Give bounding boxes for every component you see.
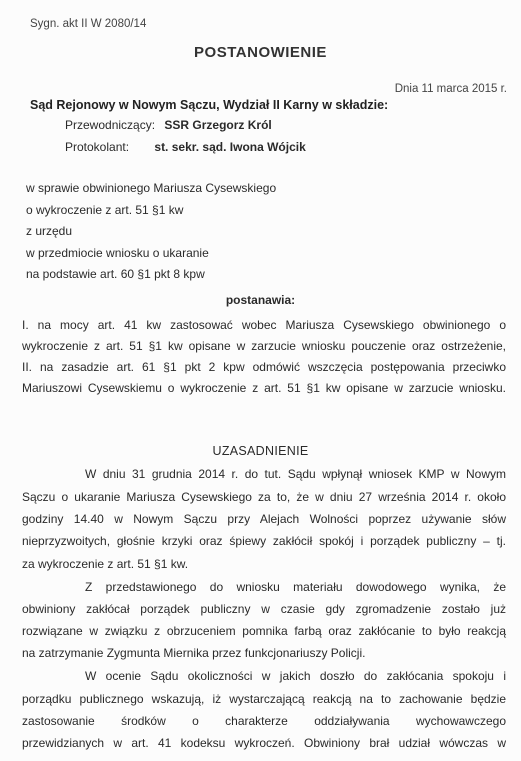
- justification-line: W ocenie Sądu okoliczności w jakich doszło do zakłócania spokoju i: [85, 669, 506, 683]
- case-line: z urzędu: [26, 224, 73, 238]
- chair-label: Przewodniczący:: [65, 118, 156, 132]
- justification-line: rozwiązane w związku z obrzuceniem pomnika farbą oraz zakłócanie to było reakcją: [22, 624, 506, 638]
- justification-line: na zatrzymanie Zygmunta Miernika przez funkcjonariuszy Policji.: [22, 646, 366, 660]
- justification-line: W dniu 31 grudnia 2014 r. do tut. Sądu wpłynął wniosek KMP w Nowym: [85, 467, 506, 481]
- justification-line: zastosowanie środków o charakterze oddziaływania wychowawczego: [22, 714, 506, 728]
- justification-line: Z przedstawionego do wniosku materiału dowodowego wynika, że: [85, 580, 506, 594]
- justification-line: Sączu o ukaranie Mariusza Cysewskiego za to, że w dniu 27 września 2014 r. około: [22, 490, 506, 504]
- justification-line: porządku publicznego wskazują, iż wystarczającą reakcją na to zachowanie będzie: [22, 692, 506, 706]
- case-line: na podstawie art. 60 §1 pkt 8 kpw: [26, 267, 205, 281]
- decision-line: I. na mocy art. 41 kw zastosować wobec Mariusza Cysewskiego obwinionego o: [22, 318, 506, 332]
- justification-line: obwiniony zakłócał porządek publiczny w czasie gdy zgromadzenie zostało już: [22, 602, 506, 616]
- case-line: w sprawie obwinionego Mariusza Cysewskiego: [26, 181, 277, 195]
- case-reference: Sygn. akt II W 2080/14: [30, 18, 147, 30]
- justification-line: przewidzianych w art. 41 kodeksu wykroczeń. Obwiniony brał udział wówczas w: [22, 736, 506, 750]
- chair-line: [65, 118, 272, 132]
- decision-line: wykroczenie z art. 51 §1 kw opisane w zarzucie wniosku pouczenie oraz ostrzeżenie,: [22, 339, 506, 353]
- decision-date: Dnia 11 marca 2015 r.: [394, 83, 507, 95]
- justification-line: godziny 14.40 w Nowym Sączu przy Alejach Wolności poprzez używanie słów: [22, 512, 506, 526]
- clerk-name: st. sekr. sąd. Iwona Wójcik: [154, 140, 306, 154]
- justification-line: za wykroczenie z art. 51 §1 kw.: [22, 557, 189, 571]
- justification-heading: UZASADNIENIE: [212, 444, 309, 458]
- decision-line: Mariuszowi Cysewskiemu o wykroczenie z art. 51 §1 kw opisane w zarzucie wniosku.: [22, 381, 506, 395]
- clerk-label: Protokolant:: [65, 140, 130, 154]
- chair-name: SSR Grzegorz Król: [164, 118, 272, 132]
- decision-line: II. na zasadzie art. 61 §1 pkt 2 kpw odmówić wszczęcia postępowania przeciwko: [22, 360, 506, 374]
- document-title: POSTANOWIENIE: [194, 44, 327, 61]
- justification-line: nieprzyzwoitych, głośnie krzyki oraz śpiewy zakłócił spokój i porządek publiczny – tj.: [22, 534, 506, 548]
- court-name: Sąd Rejonowy w Nowym Sączu, Wydział II Karny w składzie:: [30, 98, 389, 112]
- case-line: o wykroczenie z art. 51 §1 kw: [26, 203, 184, 217]
- decision-heading: postanawia:: [225, 293, 296, 307]
- clerk-line: [65, 140, 306, 154]
- case-line: w przedmiocie wniosku o ukaranie: [26, 246, 209, 260]
